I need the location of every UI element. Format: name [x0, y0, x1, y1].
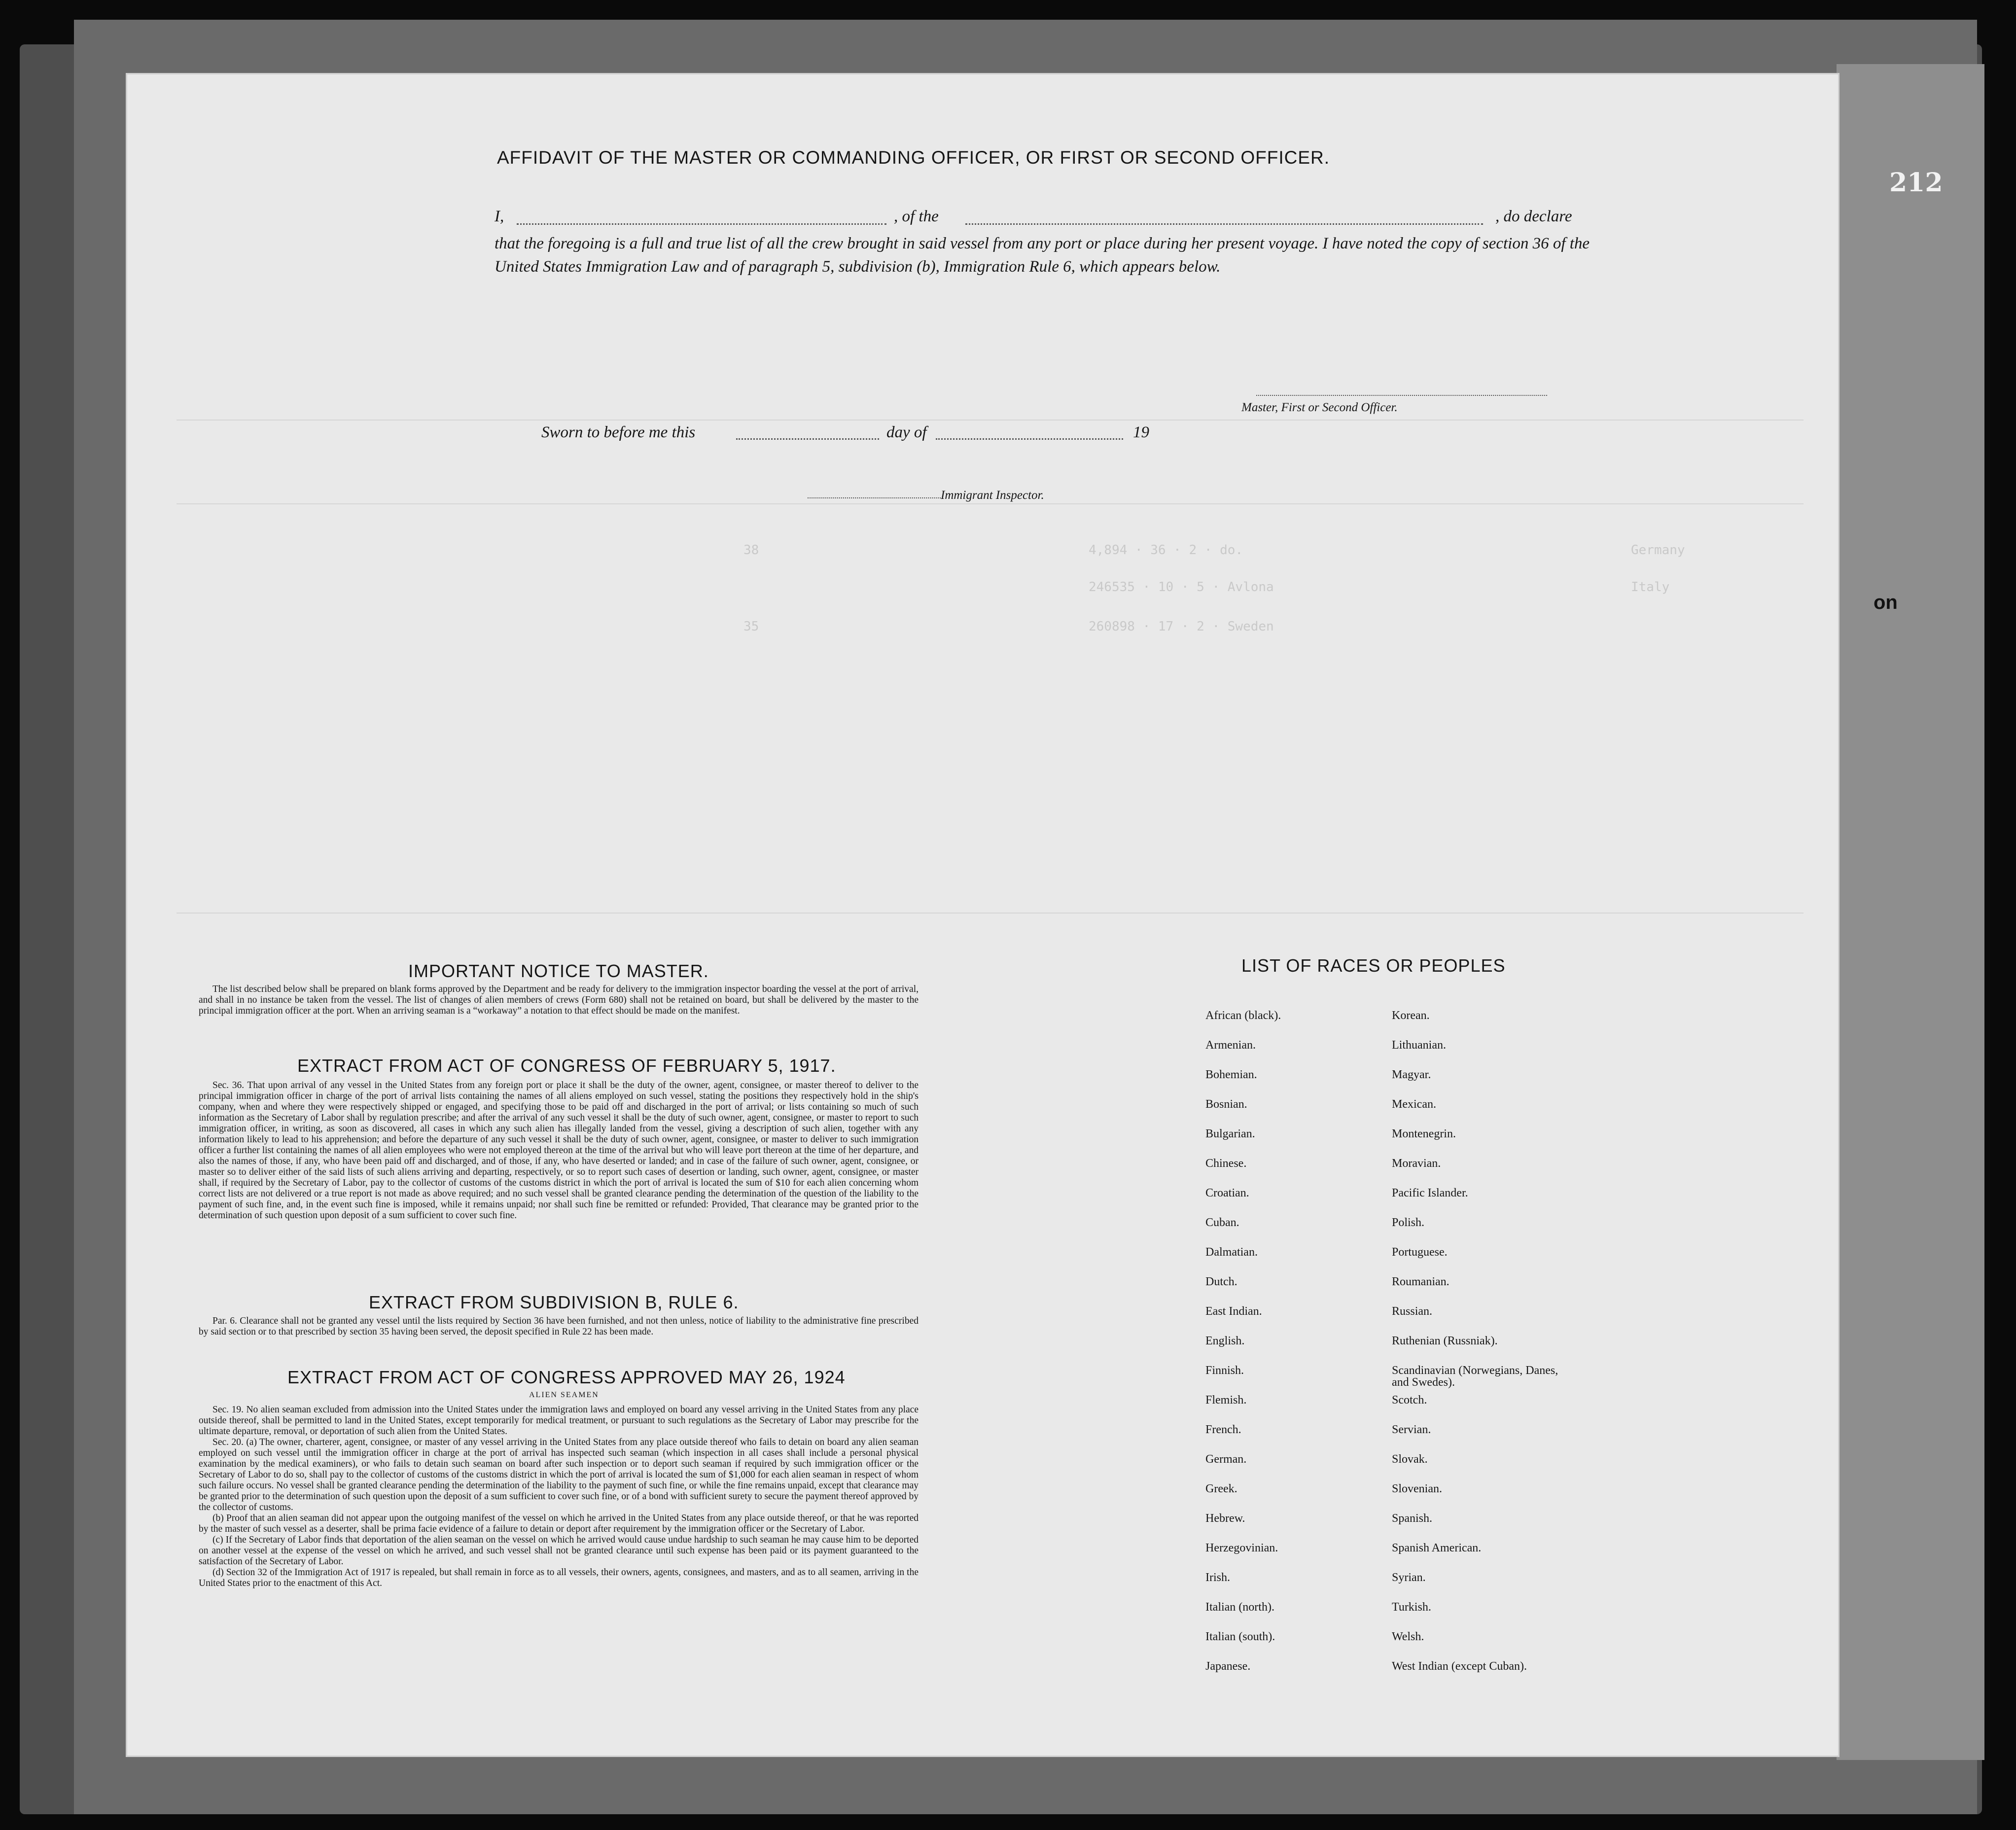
race-item: Flemish. [1205, 1394, 1247, 1407]
race-item: Portuguese. [1392, 1246, 1448, 1259]
notice-paragraph: The list described below shall be prepared on blank forms approved by the Department and be ready for delivery to the immigration inspector boarding the vessel at the port of arrival, and shall in no instance be taken from the vessel. The list of changes of alien members of crews (Form 680) shall not be retained on board, but shall be delivered by the master to the principal immigration officer at the port. When an arriving seaman is a “workaway” a notation to that effect should be made on the manifest. [199, 984, 919, 1016]
race-item: Cuban. [1205, 1216, 1239, 1229]
race-item: German. [1205, 1453, 1247, 1466]
race-item: French. [1205, 1423, 1241, 1436]
bleed-through-rule [177, 420, 1804, 421]
race-item: Welsh. [1392, 1630, 1424, 1643]
race-item: Bulgarian. [1205, 1127, 1255, 1140]
race-item: English. [1205, 1335, 1245, 1347]
races-title: LIST OF RACES OR PEOPLES [1241, 955, 1506, 976]
month-field [936, 438, 1123, 440]
race-item: East Indian. [1205, 1305, 1262, 1318]
races-right-column [1392, 1010, 1569, 1690]
bleed-through-text: Italy [1631, 580, 1670, 595]
race-item: Dalmatian. [1205, 1246, 1258, 1259]
of-the-label: , of the [894, 208, 939, 225]
race-item: Hebrew. [1205, 1512, 1245, 1525]
race-item: Bosnian. [1205, 1098, 1247, 1111]
section-36-paragraph: Sec. 36. That upon arrival of any vessel in the United States from any foreign port or place it shall be the duty of the owner, agent, consignee, or master thereof to deliver to the principal immigration officer in charge of the port of arrival lists containing the names of all aliens employed on such vessel, stating the positions they respectively hold in the ship's company, when and where they were respectively shipped or engaged, and specifying those to be paid off and discharged in the port of arrival; or lists containing so much of such information as the Secretary of Labor shall by regulation prescribe; and after the arrival of any such vessel it shall be the duty of such owner, agent, consignee, or master to report to such immigration officer, in writing, as soon as discovered, all cases in which any such alien has illegally landed from the vessel, giving a description of such alien, together with any information likely to lead to his apprehension; and before the departure of any such vessel it shall be the duty of such owner, agent, consignee, or master to deliver to such immigration officer a further list containing the names of all alien employees who were not employed thereon at the time of the arrival but who will leave port thereon at the time of her departure, and also the names of those, if any, who have been paid off and discharged, and of those, if any, who have deserted or landed; and in case of the failure of such owner, agent, consignee, or master so to deliver either of the said lists of such aliens arriving and departing, respectively, or so to report such cases of desertion or landing, such owner, agent, consignee, or master shall, if required by the Secretary of Labor, pay to the collector of customs of the customs district in which the port of arrival is located the sum of $10 for each alien concerning whom correct lists are not delivered or a true report is not made as above required; and no such vessel shall be granted clearance pending the determination of the question of the liability to the payment of such fine, and, in the event such fine is imposed, while it remains unpaid; nor shall such fine be remitted or refunded: Provided, That clearance may be granted prior to the determination of such question upon deposit of a sum sufficient to cover such fine. [199, 1080, 919, 1221]
sworn-line [541, 423, 1281, 443]
bleed-through-text: 38 [743, 543, 759, 558]
race-item: Moravian. [1392, 1157, 1441, 1170]
extract-rule6-text [199, 1316, 919, 1337]
bleed-through-text: 260898 · 17 · 2 · Sweden [1089, 619, 1274, 634]
race-item: African (black). [1205, 1009, 1281, 1022]
race-item: Croatian. [1205, 1187, 1249, 1199]
day-field [736, 438, 879, 440]
race-item: Italian (south). [1205, 1630, 1275, 1643]
extract-1924-title: EXTRACT FROM ACT OF CONGRESS APPROVED MAY 26, 1924 [287, 1367, 846, 1387]
inspector-label: Immigrant Inspector. [941, 489, 1044, 502]
declarant-name-field [517, 223, 886, 225]
race-item: Slovak. [1392, 1453, 1428, 1466]
race-item: Magyar. [1392, 1068, 1431, 1081]
race-item: Russian. [1392, 1305, 1433, 1318]
bleed-through-text: 4,894 · 36 · 2 · do. [1089, 543, 1243, 558]
race-item: Pacific Islander. [1392, 1187, 1468, 1199]
race-item: West Indian (except Cuban). [1392, 1660, 1527, 1673]
race-item: Turkish. [1392, 1601, 1431, 1614]
adjacent-page-fragment: on [1874, 592, 1898, 613]
race-item: Finnish. [1205, 1364, 1244, 1377]
declaration-text: that the foregoing is a full and true list of all the crew brought in said vessel from any port or place during her present voyage. I have noted the copy of section 36 of the United States Immigration Law and of paragraph 5, subdivision (b), Immigration Rule 6, which appears below. [495, 235, 1590, 276]
race-item: Spanish. [1392, 1512, 1433, 1525]
race-item: Mexican. [1392, 1098, 1436, 1111]
extract-1917-title: EXTRACT FROM ACT OF CONGRESS OF FEBRUARY 5, 1917. [297, 1056, 836, 1076]
declarant-label: I, [495, 208, 504, 225]
race-item: Servian. [1392, 1423, 1431, 1436]
race-item: Greek. [1205, 1482, 1238, 1495]
race-item: Japanese. [1205, 1660, 1251, 1673]
race-item: Roumanian. [1392, 1275, 1450, 1288]
race-item: Syrian. [1392, 1571, 1426, 1584]
bleed-through-rule [177, 503, 1804, 504]
race-item: Lithuanian. [1392, 1039, 1446, 1052]
race-item: Korean. [1392, 1009, 1430, 1022]
race-item: Bohemian. [1205, 1068, 1257, 1081]
notice-text [199, 984, 919, 1017]
extract-rule6-title: EXTRACT FROM SUBDIVISION B, RULE 6. [369, 1292, 739, 1312]
race-item: Scotch. [1392, 1394, 1427, 1407]
bleed-through-text: 35 [743, 619, 759, 634]
notice-title: IMPORTANT NOTICE TO MASTER. [408, 961, 709, 981]
sec-20c-paragraph: (c) If the Secretary of Labor finds that deportation of the alien seaman on the vessel on which he arrived would cause undue hardship to such seaman he may cause him to be deported on another vessel at the expense of the vessel on which he arrived, and such vessel shall not be granted clearance until such expense has been paid or its payment guaranteed to the satisfaction of the Secretary of Labor. [199, 1535, 919, 1567]
do-declare-label: , do declare [1495, 208, 1572, 225]
affidavit-title: AFFIDAVIT OF THE MASTER OR COMMANDING OFFICER, OR FIRST OR SECOND OFFICER. [497, 147, 1330, 168]
inspector-signature-line [808, 497, 941, 498]
vessel-field [965, 223, 1483, 225]
sec-20a-paragraph: Sec. 20. (a) The owner, charterer, agent, consignee, or master of any vessel arriving in the United States from any place outside thereof who fails to detain on board any alien seaman employed on such vessel until the immigration officer in charge at the port of arrival has inspected such seaman (which inspection in all cases shall include a personal physical examination by the medical examiners), or who fails to detain such seaman on board after such inspection or to deport such seaman if required by such immigration officer or the Secretary of Labor to do so, shall pay to the collector of customs of the customs district in which the port of arrival is located the sum of $1,000 for each alien seaman in respect of whom such failure occurs. No vessel shall be granted clearance pending the determination of the liability to the payment of such fine, or while the fine remains unpaid, except that clearance may be granted prior to the determination of such question upon the deposit of a sum sufficient to cover such fine, or of a bond with sufficient surety to secure the payment thereof approved by the collector of customs. [199, 1437, 919, 1513]
extract-1917-text [199, 1080, 919, 1221]
bleed-through-rule [177, 913, 1804, 914]
race-item: Italian (north). [1205, 1601, 1274, 1614]
sec-20b-paragraph: (b) Proof that an alien seaman did not appear upon the outgoing manifest of the vessel on which he arrived in the United States from any place outside thereof, or that he was reported by the master of such vessel as a deserter, shall be prima facie evidence of a failure to detain or deport after requirement by the immigration officer or the Secretary of Labor. [199, 1513, 919, 1534]
form-page [126, 73, 1839, 1757]
sworn-label: Sworn to before me this [541, 423, 696, 441]
race-item: Polish. [1392, 1216, 1425, 1229]
extract-1924-text [199, 1405, 919, 1589]
race-item: Dutch. [1205, 1275, 1238, 1288]
alien-seamen-subtitle: ALIEN SEAMEN [529, 1391, 599, 1399]
race-item: Scandinavian (Norwegians, Danes, and Swedes). [1392, 1364, 1558, 1389]
race-item: Montenegrin. [1392, 1127, 1456, 1140]
sec-19-paragraph: Sec. 19. No alien seaman excluded from admission into the United States under the immigration laws and employed on board any vessel arriving in the United States from any place outside thereof, shall be permitted to land in the United States, except temporarily for medical treatment, or pursuant to such regulations as the Secretary of Labor may prescribe for the ultimate departure, removal, or deportation of such alien from the United States. [199, 1405, 919, 1437]
page-number: 212 [1889, 168, 1943, 198]
race-item: Herzegovinian. [1205, 1542, 1278, 1554]
race-item: Armenian. [1205, 1039, 1256, 1052]
race-item: Chinese. [1205, 1157, 1247, 1170]
race-item: Irish. [1205, 1571, 1230, 1584]
races-left-column [1205, 1010, 1281, 1690]
adjacent-page-edge [1837, 64, 1984, 1760]
signature-line [1256, 395, 1547, 396]
year-prefix: 19 [1133, 423, 1149, 441]
day-of-label: day of [886, 423, 927, 441]
race-item: Spanish American. [1392, 1542, 1482, 1554]
race-item: Ruthenian (Russniak). [1392, 1335, 1498, 1347]
race-item: Slovenian. [1392, 1482, 1442, 1495]
bleed-through-text: Germany [1631, 543, 1685, 558]
rule6-paragraph: Par. 6. Clearance shall not be granted any vessel until the lists required by Section 36 have been furnished, and not then unless, notice of liability to the administrative fine prescribed by said section or to that prescribed by section 35 having been served, the deposit specified in Rule 22 has been made. [199, 1316, 919, 1337]
bleed-through-text: 246535 · 10 · 5 · Avlona [1089, 580, 1274, 595]
sec-20d-paragraph: (d) Section 32 of the Immigration Act of 1917 is repealed, but shall remain in force as to all vessels, their owners, agents, consignees, and masters, and as to all seamen, arriving in the United States prior to the enactment of this Act. [199, 1567, 919, 1588]
signature-label: Master, First or Second Officer. [1241, 401, 1398, 414]
